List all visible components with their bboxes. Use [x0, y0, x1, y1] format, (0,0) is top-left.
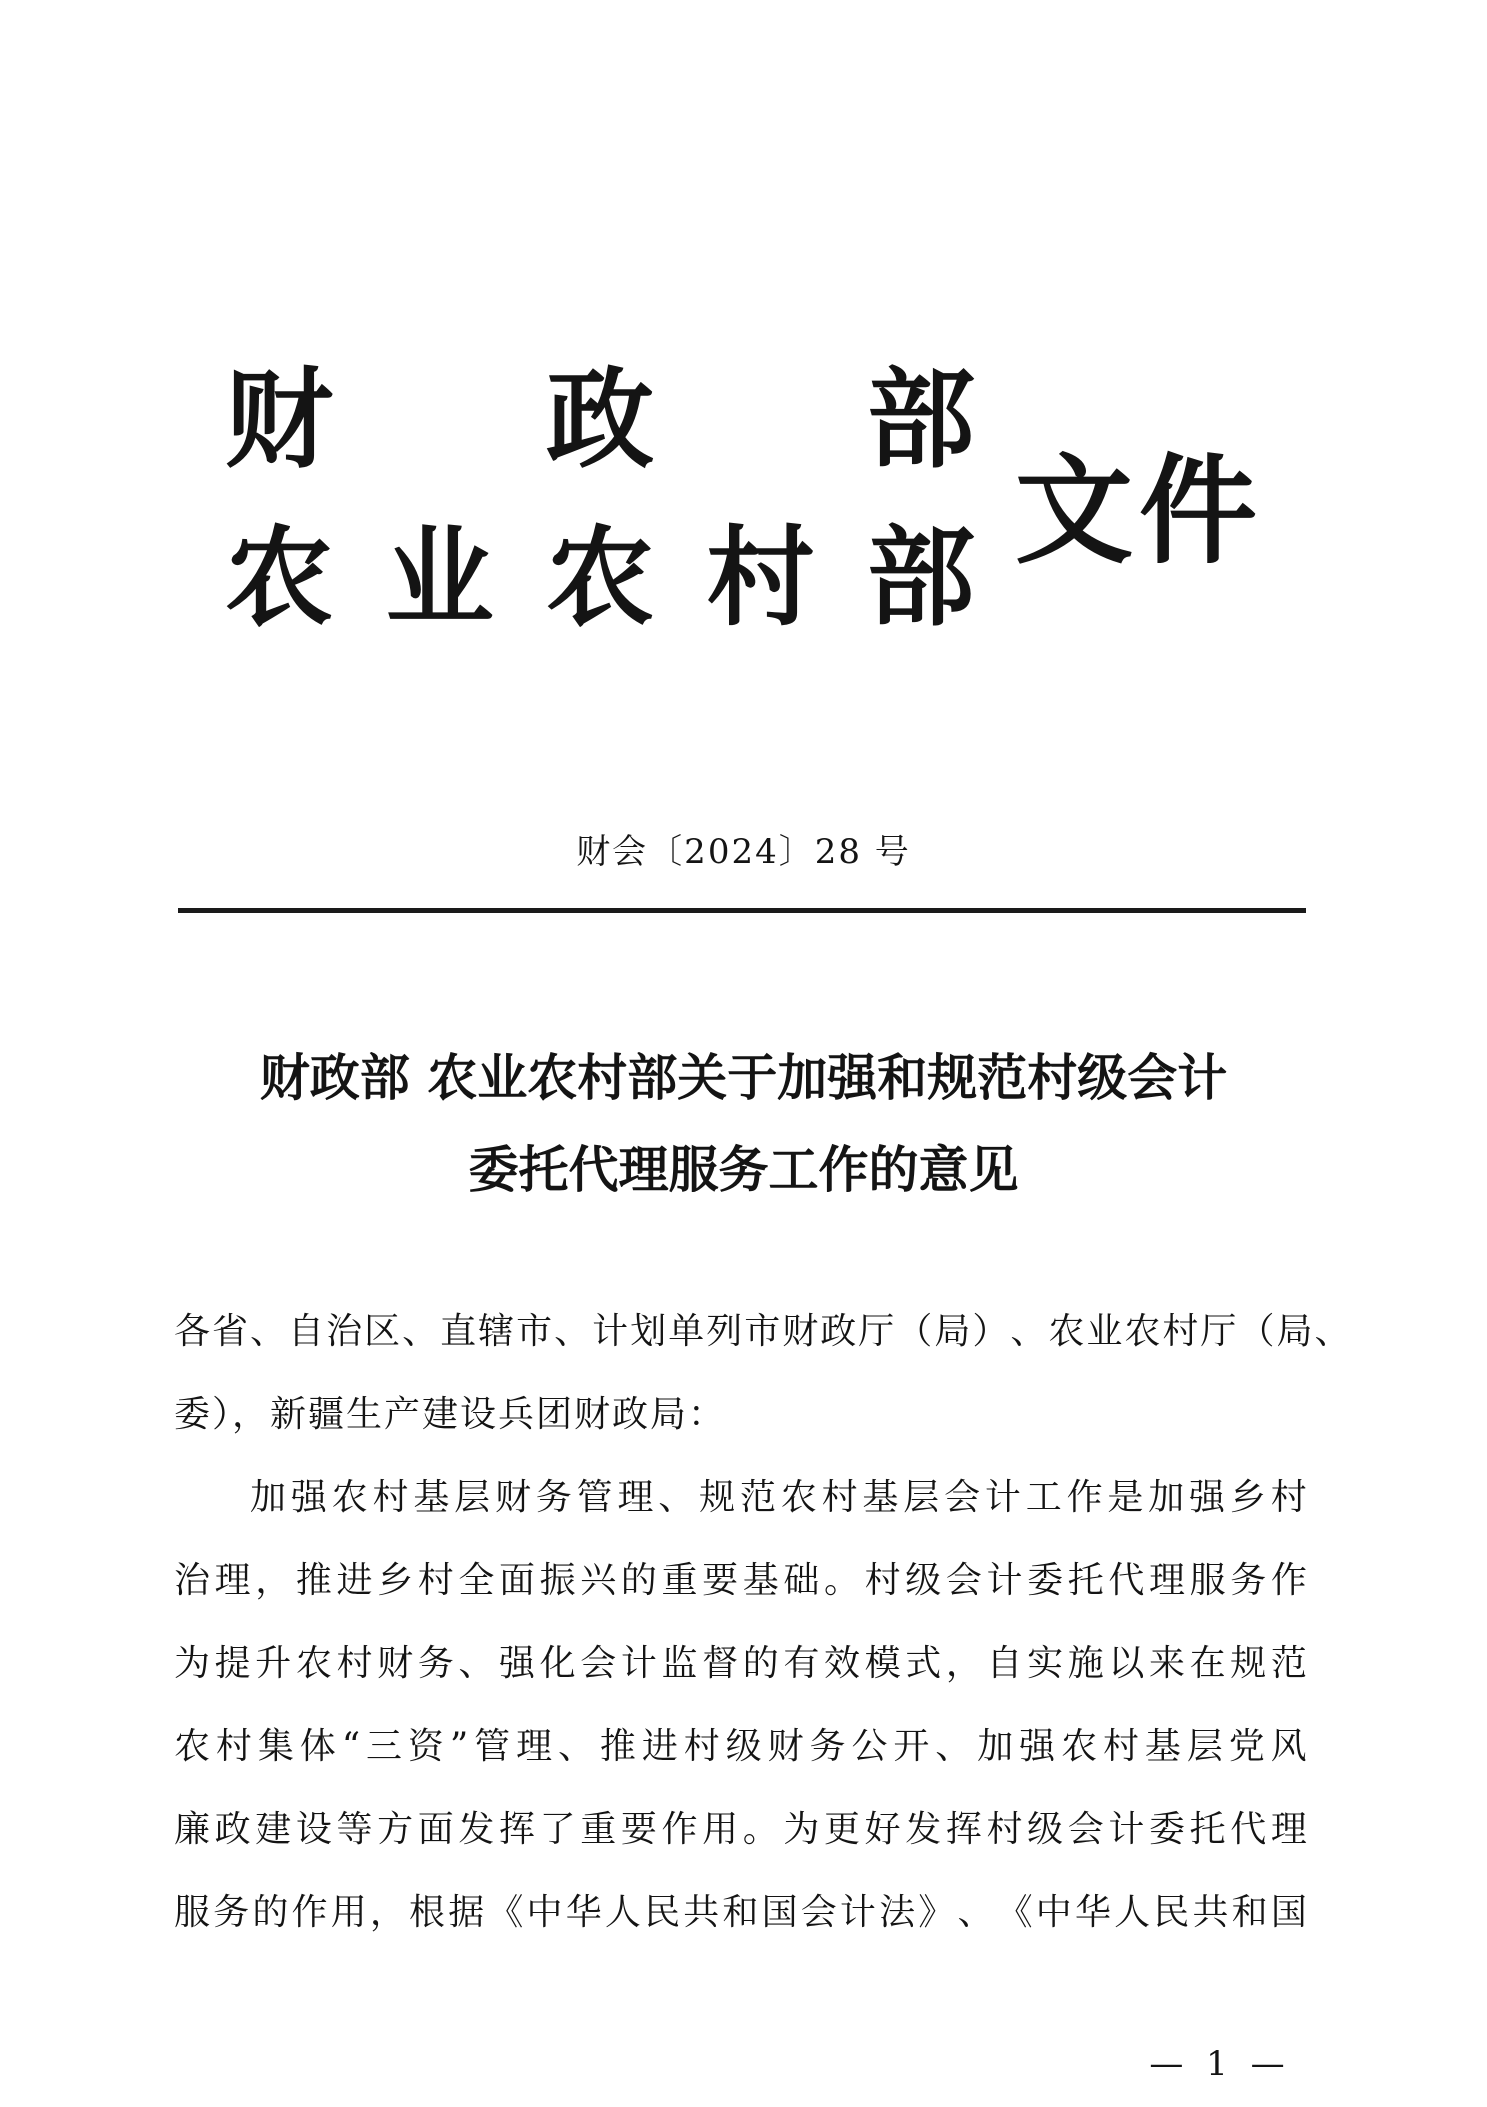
issuer-char: 部 — [866, 515, 975, 641]
document-title — [150, 1032, 1337, 1216]
issuer-char: 部 — [866, 357, 975, 483]
title-line: 委托代理服务工作的意见 — [468, 1140, 1019, 1199]
issuer-char: 农 — [225, 515, 334, 641]
body-line: 各 省 、 自 治 区 、 直 辖 市 、 计 划 单 列 市 财 政 厅 （ 局 ） 、 农 业 农 村 厅 （ 局 、 — [174, 1311, 1353, 1352]
issuer-char: 业 — [385, 515, 494, 641]
body-line: 农 村 集 体 “ 三 资 ” 管 理 、 推 进 村 级 财 务 公 开 、 加 强 农 村 基 层 党 风 — [174, 1726, 1309, 1767]
body-line: 为 提 升 农 村 财 务 、 强 化 会 计 监 督 的 有 效 模 式 ， 自 实 施 以 来 在 规 范 — [174, 1643, 1309, 1684]
body-line: 服 务 的 作 用 ， 根 据 《 中 华 人 民 共 和 国 会 计 法 》 、 《 中 华 人 民 共 和 国 — [174, 1892, 1309, 1933]
body-line: 廉 政 建 设 等 方 面 发 挥 了 重 要 作 用 。 为 更 好 发 挥 村 级 会 计 委 托 代 理 — [174, 1809, 1309, 1850]
header-divider — [178, 908, 1306, 913]
page-number: — 1 — — [1149, 2044, 1291, 2084]
document-number: 财会〔2024〕28 号 — [576, 832, 911, 872]
body-line: 委），新疆生产建设兵团财政局： — [174, 1394, 727, 1435]
document-body — [174, 1290, 1353, 1954]
title-line: 财政部 农业农村部关于加强和规范村级会计 — [259, 1048, 1228, 1107]
issuer-char: 农 — [545, 515, 654, 641]
body-line: 加 强 农 村 基 层 财 务 管 理 、 规 范 农 村 基 层 会 计 工 作 是 加 强 乡 村 — [250, 1477, 1309, 1518]
document-type-label: 文件 — [1015, 441, 1264, 580]
issuer-char: 村 — [706, 515, 815, 641]
issuer-ministry-of-finance — [225, 357, 975, 483]
issuer-char: 政 — [545, 357, 654, 483]
issuer-char: 财 — [225, 357, 334, 483]
body-line: 治 理 ， 推 进 乡 村 全 面 振 兴 的 重 要 基 础 。 村 级 会 计 委 托 代 理 服 务 作 — [174, 1560, 1309, 1601]
issuer-ministry-of-agriculture — [225, 515, 975, 641]
